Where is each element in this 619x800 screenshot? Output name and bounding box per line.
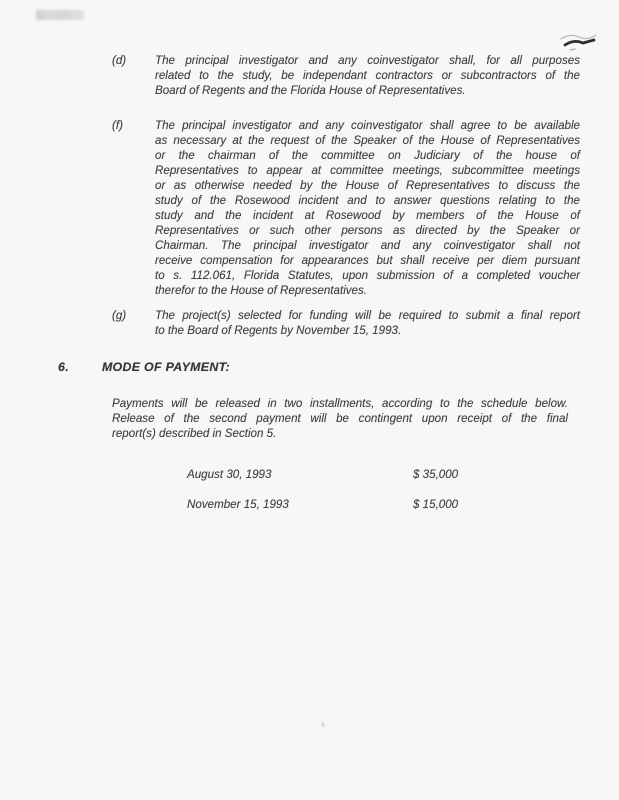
text-line: Release of the second payment will be contingent upon receipt of the final (112, 412, 568, 425)
schedule-date: November 15, 1993 (187, 498, 289, 511)
text-line: study of the Rosewood incident and to answer questions relating to the (155, 194, 580, 207)
text-line: or the chairman of the committee on Judiciary of the house of (155, 149, 580, 162)
pencil-smudge-mark (36, 10, 84, 20)
clause-label: (g) (112, 309, 127, 322)
schedule-row (112, 497, 568, 512)
clause-text (155, 53, 580, 98)
schedule-date: August 30, 1993 (187, 468, 272, 481)
text-line: Board of Regents and the Florida House of Representatives. (155, 84, 466, 97)
text-line: Payments will be released in two installments, according to the schedule below. (112, 397, 568, 410)
text-line: therefor to the House of Representatives. (155, 284, 368, 297)
text-line: Representatives to appear at committee meetings, subcommittee meetings (155, 164, 580, 177)
section-number: 6. (58, 360, 69, 374)
section-title: MODE OF PAYMENT: (101, 360, 230, 374)
text-line: or as otherwise needed by the House of Representatives to discuss the (155, 179, 580, 192)
text-line: Representatives or such other persons as directed by the Speaker or (155, 224, 580, 237)
text-line: Chairman. The principal investigator and any coinvestigator shall not (155, 239, 580, 252)
schedule-amount: $ 15,000 (413, 498, 459, 511)
payment-paragraph (112, 396, 568, 441)
clause-text (155, 308, 580, 338)
schedule-amount: $ 35,000 (413, 468, 459, 481)
clause-text (155, 118, 580, 298)
text-line: receive compensation for appearances but shall receive per diem pursuant (155, 254, 580, 267)
text-line: The principal investigator and any coinvestigator shall, for all purposes (155, 54, 580, 67)
text-line: study and the incident at Rosewood by members of the House of (155, 209, 580, 222)
clause-g (112, 308, 580, 338)
clause-f (112, 118, 580, 298)
text-line: to s. 112.061, Florida Statutes, upon submission of a completed voucher (155, 269, 580, 282)
text-line: as necessary at the request of the Speaker of the House of Representatives (155, 134, 580, 147)
clause-d (112, 53, 580, 98)
text-line: to the Board of Regents by November 15, 1993. (155, 324, 402, 337)
section-heading (58, 360, 230, 375)
schedule-row (112, 467, 568, 482)
text-line: The principal investigator and any coinvestigator shall agree to be available (155, 119, 580, 132)
clause-label: (d) (112, 54, 127, 67)
text-line: The project(s) selected for funding will be required to submit a final report (155, 309, 580, 322)
clause-label: (f) (112, 119, 123, 132)
scan-speck (321, 722, 325, 727)
text-line: related to the study, be independant contractors or subcontractors of the (155, 69, 580, 82)
text-line: report(s) described in Section 5. (112, 427, 277, 440)
